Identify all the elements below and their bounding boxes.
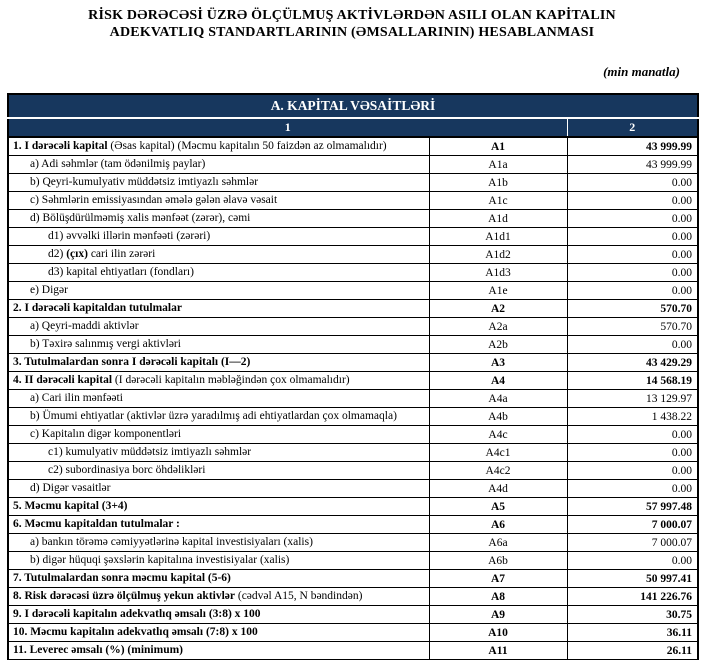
table-row	[8, 354, 698, 372]
row-label	[8, 318, 429, 336]
table-row	[8, 156, 698, 174]
row-code: A3	[429, 354, 567, 372]
table-row	[8, 210, 698, 228]
table-row	[8, 408, 698, 426]
row-label	[8, 570, 429, 588]
unit-note: (min manatla)	[603, 64, 680, 80]
row-label-pre: a) Qeyri-maddi aktivlər	[30, 319, 139, 332]
row-label	[8, 462, 429, 480]
table-row	[8, 282, 698, 300]
row-label-pre: d) Bölüşdürülməmiş xalis mənfəət (zərər), cəmi	[30, 211, 251, 224]
row-value: 13 129.97	[567, 390, 698, 408]
row-label	[8, 246, 429, 264]
row-label-pre: b) Ümumi ehtiyatlar (aktivlər üzrə yaradılmış adi ehtiyatlardan çox olmamaqla)	[30, 409, 397, 422]
row-label	[8, 588, 429, 606]
row-label	[8, 624, 429, 642]
table-row	[8, 534, 698, 552]
table-row	[8, 300, 698, 318]
row-value: 43 999.99	[567, 137, 698, 156]
row-label	[8, 282, 429, 300]
row-value: 0.00	[567, 174, 698, 192]
row-label	[8, 552, 429, 570]
table-row	[8, 480, 698, 498]
row-code: A10	[429, 624, 567, 642]
row-value: 570.70	[567, 300, 698, 318]
table-row	[8, 192, 698, 210]
row-label-bold: 7. Tutulmalardan sonra məcmu kapital (5-6)	[13, 571, 231, 584]
row-code: A1a	[429, 156, 567, 174]
table-row	[8, 624, 698, 642]
row-value: 36.11	[567, 624, 698, 642]
row-label-pre: e) Digər	[30, 283, 68, 296]
row-label-bold: 2. I dərəcəli kapitaldan tutulmalar	[13, 301, 182, 314]
table-row	[8, 570, 698, 588]
row-label	[8, 390, 429, 408]
row-value: 0.00	[567, 426, 698, 444]
row-code: A1e	[429, 282, 567, 300]
row-label-bold: 8. Risk dərəcəsi üzrə ölçülmuş yekun aktivlər	[13, 589, 235, 602]
row-code: A6a	[429, 534, 567, 552]
row-label	[8, 426, 429, 444]
row-label-bold: 4. II dərəcəli kapital	[13, 373, 113, 386]
row-code: A7	[429, 570, 567, 588]
page-title	[0, 7, 704, 41]
row-code: A4b	[429, 408, 567, 426]
row-value: 0.00	[567, 192, 698, 210]
row-label	[8, 480, 429, 498]
row-label-bold: 6. Məcmu kapitaldan tutulmalar :	[13, 517, 180, 530]
row-label	[8, 408, 429, 426]
row-value: 0.00	[567, 552, 698, 570]
table-row	[8, 318, 698, 336]
row-label	[8, 534, 429, 552]
row-code: A1d1	[429, 228, 567, 246]
table-row	[8, 516, 698, 534]
table-row	[8, 642, 698, 660]
row-value: 0.00	[567, 264, 698, 282]
row-value: 43 429.29	[567, 354, 698, 372]
row-label-pre: d2)	[48, 247, 67, 260]
row-value: 0.00	[567, 282, 698, 300]
row-label	[8, 264, 429, 282]
row-label-bold: (çıx)	[66, 247, 88, 260]
table-row	[8, 372, 698, 390]
row-code: A4d	[429, 480, 567, 498]
row-label-bold: 9. I dərəcəli kapitalın adekvatlıq əmsalı (3:8) x 100	[13, 607, 261, 620]
capital-table	[7, 93, 699, 660]
table-row	[8, 228, 698, 246]
row-label	[8, 642, 429, 660]
row-label-bold: 11. Leverec əmsalı (%) (minimum)	[13, 643, 184, 656]
row-code: A1d	[429, 210, 567, 228]
row-label-pre: a) Adi səhmlər (tam ödənilmiş paylar)	[30, 157, 206, 170]
row-label-post: (I dərəcəli kapitalın məbləğindən çox olmamalıdır)	[112, 373, 350, 386]
row-label-post: cari ilin zərəri	[87, 247, 156, 260]
table-row	[8, 588, 698, 606]
row-label-post: (Əsas kapital) (Məcmu kapitalın 50 faizdən az olmamalıdır)	[107, 139, 387, 152]
row-code: A2	[429, 300, 567, 318]
row-code: A8	[429, 588, 567, 606]
table-row	[8, 462, 698, 480]
section-header: A. KAPİTAL VƏSAİTLƏRİ	[8, 94, 698, 118]
row-label	[8, 444, 429, 462]
row-code: A4c	[429, 426, 567, 444]
row-code: A1d3	[429, 264, 567, 282]
row-value: 0.00	[567, 228, 698, 246]
capital-table-body	[8, 137, 698, 660]
row-label-bold: 3. Tutulmalardan sonra I dərəcəli kapitalı (I—2)	[13, 355, 251, 368]
row-value: 57 997.48	[567, 498, 698, 516]
row-label	[8, 354, 429, 372]
row-value: 7 000.07	[567, 534, 698, 552]
table-row	[8, 137, 698, 156]
row-label-pre: c) Kapitalın digər komponentləri	[30, 427, 182, 440]
row-label-pre: a) Cari ilin mənfəəti	[30, 391, 123, 404]
table-row	[8, 336, 698, 354]
row-code: A4	[429, 372, 567, 390]
table-row	[8, 246, 698, 264]
row-label-pre: c2) subordinasiya borc öhdəlikləri	[48, 463, 206, 476]
table-row	[8, 174, 698, 192]
row-value: 0.00	[567, 444, 698, 462]
row-label	[8, 137, 429, 156]
row-label-pre: d1) əvvəlki illərin mənfəəti (zərəri)	[48, 229, 211, 242]
table-row	[8, 606, 698, 624]
row-value: 0.00	[567, 462, 698, 480]
table-row	[8, 444, 698, 462]
col-header-1: 1	[8, 118, 567, 137]
row-value: 1 438.22	[567, 408, 698, 426]
row-code: A1b	[429, 174, 567, 192]
row-value: 0.00	[567, 480, 698, 498]
row-code: A1c	[429, 192, 567, 210]
row-label	[8, 516, 429, 534]
page-title-line1: RİSK DƏRƏCƏSİ ÜZRƏ ÖLÇÜLMUŞ AKTİVLƏRDƏN ASILI OLAN KAPİTALIN	[88, 8, 616, 23]
row-label-post: (cədvəl A15, N bəndindən)	[235, 589, 363, 602]
row-label-bold: 5. Məcmu kapital (3+4)	[13, 499, 128, 512]
row-value: 570.70	[567, 318, 698, 336]
row-label-bold: 10. Məcmu kapitalın adekvatlıq əmsalı (7:8) x 100	[13, 625, 258, 638]
row-label-pre: b) Qeyri-kumulyativ müddətsiz imtiyazlı səhmlər	[30, 175, 259, 188]
table-row	[8, 498, 698, 516]
table-row	[8, 390, 698, 408]
row-label	[8, 192, 429, 210]
column-header-row	[8, 118, 698, 137]
row-code: A4a	[429, 390, 567, 408]
row-label	[8, 606, 429, 624]
row-value: 0.00	[567, 336, 698, 354]
row-label	[8, 156, 429, 174]
row-code: A6	[429, 516, 567, 534]
row-code: A2a	[429, 318, 567, 336]
row-value: 0.00	[567, 210, 698, 228]
row-code: A11	[429, 642, 567, 660]
row-value: 50 997.41	[567, 570, 698, 588]
row-label-bold: 1. I dərəcəli kapital	[13, 139, 108, 152]
row-code: A4c1	[429, 444, 567, 462]
row-label	[8, 498, 429, 516]
row-label	[8, 300, 429, 318]
row-value: 141 226.76	[567, 588, 698, 606]
row-label	[8, 210, 429, 228]
row-label	[8, 336, 429, 354]
table-row	[8, 552, 698, 570]
page-title-line2: ADEKVATLIQ STANDARTLARININ (ƏMSALLARININ) HESABLANMASI	[109, 25, 595, 41]
row-label-pre: b) Təxirə salınmış vergi aktivləri	[30, 337, 181, 350]
row-label-pre: b) digər hüquqi şəxslərin kapitalına investisiyalar (xalis)	[30, 553, 290, 566]
row-code: A5	[429, 498, 567, 516]
table-row	[8, 426, 698, 444]
row-label-pre: c1) kumulyativ müddətsiz imtiyazlı səhmlər	[48, 445, 252, 458]
row-label	[8, 372, 429, 390]
section-header-row	[8, 94, 698, 118]
row-label-pre: d) Digər vəsaitlər	[30, 481, 111, 494]
row-label-pre: c) Səhmlərin emissiyasından əmələ gələn əlavə vəsait	[30, 193, 278, 206]
row-code: A6b	[429, 552, 567, 570]
row-value: 14 568.19	[567, 372, 698, 390]
row-value: 26.11	[567, 642, 698, 660]
row-code: A1d2	[429, 246, 567, 264]
row-code: A1	[429, 137, 567, 156]
row-label	[8, 228, 429, 246]
row-label	[8, 174, 429, 192]
table-row	[8, 264, 698, 282]
row-label-pre: a) bankın törəmə cəmiyyətlərinə kapital investisiyaları (xalis)	[30, 535, 313, 548]
row-value: 30.75	[567, 606, 698, 624]
row-code: A9	[429, 606, 567, 624]
col-header-2: 2	[567, 118, 698, 137]
row-value: 7 000.07	[567, 516, 698, 534]
row-label-pre: d3) kapital ehtiyatları (fondları)	[48, 265, 194, 278]
row-code: A2b	[429, 336, 567, 354]
row-value: 43 999.99	[567, 156, 698, 174]
row-code: A4c2	[429, 462, 567, 480]
row-value: 0.00	[567, 246, 698, 264]
